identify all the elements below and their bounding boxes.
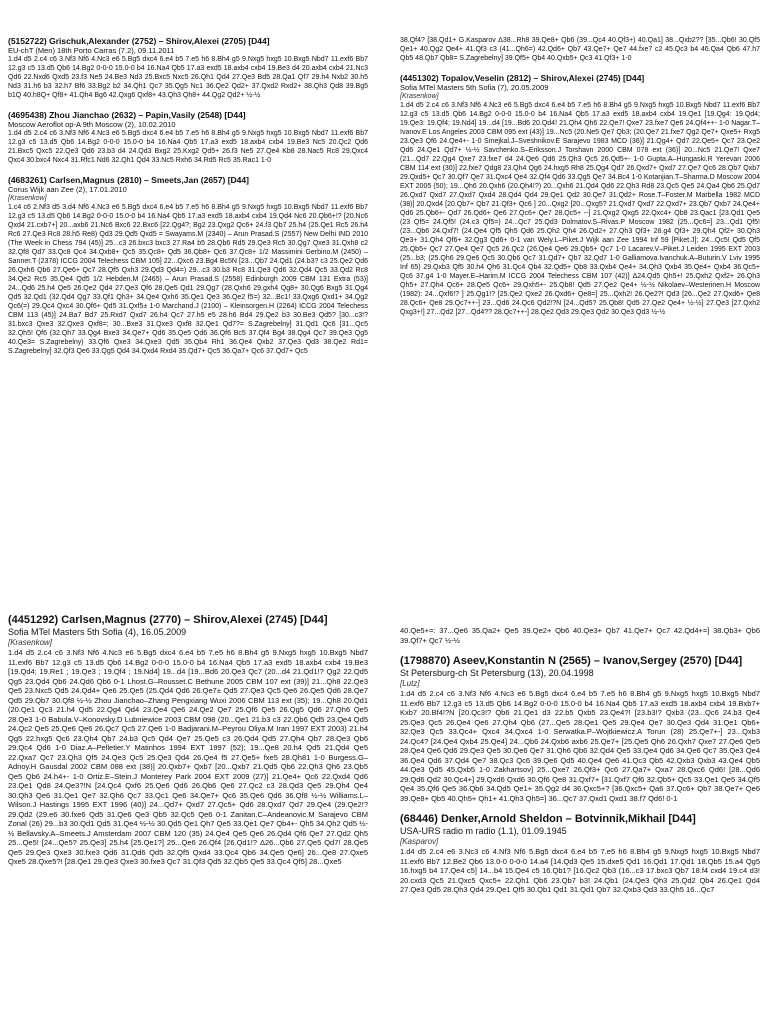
game-moves: 1.d4 d5 2.c4 c6 3.Nf3 Nf6 4.Nc3 e6 5.Bg5 dxc4 6.e4 b5 7.e5 h6 8.Bh4 g5 9.Nxg5 hxg5 10.Bxg5 Nbd7 11.exf6 Bb7 12.g3 c5 13.d5 Qb6 14.Bg2 0-0-0 15.0-0 b4 16.Na4 Qb5 17.a3 exd5 18.axb4 cxb4 19.Qe1 [19.Qg4: 19.Qd4; 19.Qe3: 19.Qf4; 19.Nd4] 19...d4 [19...Bd6 20.Qd4! 21.Qh4 Qh6 22.Qe7! Qxe7 23.fxe7 Qe6 24.Qf4++- 1-0 Nagar.T–Ivanov.E Los Angeles 2003 CBM 095 ext (43)] 19...Nc5 (20.Ne5 Qe7 Qb3; (20.Qe7 21.fxe7 Qg2 Qe7+ Qxe5+ Rxg5 23.Qe3 Qf6 24.Qe4+- 1-0 Smejkal.J–Sveshnikov.E Sarajevo 1983 MCD (36)] 21.Qg4+ Qd7 22.Qe5+ Qc7 23.Qe2 Qd6 24.Qe1 Qd7+ ½-½ Savchenko.S–Eriksson.J Torshavn 2000 CBM 078 ext (36)] 20...Nc5 21.Qe7! Qxe7 (21...Qd7 22.Qg4 Qxe7 23.fxe7 d4 24.Qe6 Qd6 25.Qh3 Qc5 26.Qd5+- 1-0 Gupta.A–Hungaski.R Yerevan 2006 CBM 114 ext (30)] 22.fxe7 Qdg8 23.Qh4 Qg6 24.hxg5 Rh8 25.Qg4 Qd7 26.Qxd7+ Qxd7 27.Qe7 Qc6 28.Qb7 Qxb7 29.Qxd5+ Qc7 30.Qf7 Qe7 31.Qxc4 Qe4 32.Qf4 Qd6 33.Qg5 Qe7 34.Bc4 1-0 Kotanjian.T–Sharma.D Moscow 2004 EXT 2005 (50); 19...Qh6 20.Qxh6 (20.Qh4!?) 20...Qxh6 21.Qd4 Qd6 22.Qh3 Rd8 23.Qc5 Qe5 24.Qa4 Qb6 25.Qd7 26.Qxd7 Qxd7 27.Qxd7 Qxd4 28.Qd4 Qd4 29.Qe1 Qd2 30.Qe7 31.Qd2+ Rose.T–Foster.M Marbella 1982 MCD (38)] 20.Qxd4 [20.Qb7+ Qb7 21.Qf3+ Qc6 ] 20...Qxg2 [20...Qxg5? 21.Qxd7 Qxd7 22.Qxd7+ 23.Qb7 Qxb7 24.Qe4+ Qd6 25.Qb6+- Qd7 26.Qd6+ Qe6 27.Qc6+ Qe7 28.Qc5+ --] 21.Qxg2 Qxg5 22.Qxc4+ Qb8 23.Qac1 [23.Qd1 Qe5 (23 Qf5= 24.Qf5! (24.c3 Qf5=) 24...Qc7 25.Qd3 Dolmatov.S–Rivas.P Moscow 1982 (25...Qc6=] 23...Qd1 Qf5! (23...Qb6 24.Qxf7! (24.Qe4 Qf5 Qh5 Qd6 25.Qh2 Qh4 26.Qd2+ 27.Qh3 Qf3+ 28.g4 Qf3+ 29.Qh4 Qf2+ 30.Qh3 Qe3+ 31.Qh4 Qf6+ 32.Qg3 Qd6+ 0-1 van Wely.L–Piket.J Wijk aan Zee 1994 Inf 59 [Piket.J]; 24...Qc5! Qd5 Qf5 25.Qb5+ Qc7 27.Qe4 Qe7 Qc5 26.Qc2 (26.Qe4 Qe6 29.Qb5+ Qc7 1-0 Lacarev.V–Piket.J Leiden 1995 EXT 2003 (25...b3; (25.Qh6 29.Qe6 Qc5 30.Qb6 Qc7 31.Qd7+ Qb7 32.Qd7 1-0 Galliamova.Ivanchuk.A–Buturin.V Lviv 1995 Inf 65) 29.Qxb3 Qf5 30.h4 Qh6 31.Qc4 Qb4 32.Qd5+ Qb8 33.Qxb4 Qe4+ 34.Qh3 Qxb4 35.Qe4+ Qxb4 36.Qc5+ Qc6 37.g4 1-0 Mayer.E–Harim.M ICCG 2004 Telechess CBM 107 (42)] Δ24.Qd5 Qh5+! 25.Qxh2 Qxf2+ 26.Qh3 Qh5+ 27.Qh4 Qc6+ 28.Qe5 Qc6+ 29.Qxh5+- 25.Qb8! Qd5 27.Qe2 Qe4+ ½-½ Nikolaev–Westerinen.H Moscow (1982): 24...Qxf6!? ] 25.Qg1!? [25.Qe2 Qxe2 26.Qxd6+ Qe8=] 25...Qxh2! 26.Qe2?! Qd3 [26...Qe2 27.Qxd6+ Qe8 28.Qc6+ Qe8 29.Qc7++-] 23...Qd6 24.Qc6 Qd2!?N [24...Qd5? 25.Qb8! Qd5 27.Qe2 Qe4+ ½-½] 27.Qe3 [27.Qxh2 Qxg3+!] 27...Qd2 [27...Qd4?? 28.Qc7++-] 28.Qe2 Qd3 29.Qe3 Qd2 30.Qe3 Qd3 ½-½ [400, 102, 760, 316]
game-event: St Petersburg-ch St Petersburg (13), 20.04.1998 [400, 668, 594, 678]
game-moves: 1.c4 c6 2.Nf3 d5 3.d4 Nf6 4.Nc3 e6 5.Bg5 dxc4 6.e4 b5 7.e5 h6 8.Bh4 g5 9.Nxg5 hxg5 10.Bxg5 Nbd7 11.exf6 Bb7 12.g3 c5 13.d5 Qb6 14.Bg2 0-0-0 15.0-0 b4 16.Na4 Qb5 17.a3 exd5 18.axb4 cxb4 19.Qd4 Nc6 20.Qb6+!? [20.Nc6 Qxd4 21.cxb7+] 20...axb6 21.Nc6 Bxc6 22.Bxc6 [22.Qg4?; Bg2 23.Qxg2 Qc6+ 24.f3 Qb7 25.h4 (25.Qe1 Rc5 26.h4 Rc6 27.Qe3 Rc8 28.h5 Re8) Qd3 29.Qd5 Qxd5 = Swayams.M (2340) – Arun Prasad.S (2557) New Delhi IND 2010 (The Week in Chess 794 (45)] 25...c3 26.bxc3 bxc3 27.Ra4 b5 28.Qb6 Rd5 29.Qe3 Rc5 30.Qg7 Qxe3 31.Qxh8 c2 32.Qf8 Qd7 33.Qc8 Qc4 34.Qxb8+ Qc5 35.Qc8+ Qd5 36.Qb8+ Qc6 37.Qc8+ 1/2 Massimini Gerbino.M (2450) – Sanner.T (2378) ICCG 2004 Telechess CBM 105] 22...Qxc6 23.Bg4 Bc5N [23...Qb7 24.Qd1 (24.b3? c3 25.Qe2 Qd6 26.Qxh6 Qb6 27.Qe6+ Qc7 28.Qf5 Qxh3 29.Qd3 Qd4=) 29...c3 30.b3 Rc8 31.Qe3 Qd6 32.Qd4 Qc5 33.Qd2 Rc8 34.Qe2 Rc5 35.Qe4 Qd5 1/2 Hebden.M (2465) – Arun Prasad.S (2558) Edinburgh 2009 CBM 131 Extra (53)] 24...Qd6 25.h4 Qe5 26.Qe2 Qd4 27.Qe3 Qf6 28.Qe5 Qd1 29.Qg7 (28.Qxh6 29.gxh4 Qg8+ 30.Qg6 Bxg5 31.Qg4 Qd5 32.Qd1 (32.Qd4 Qg7 33.Qf1 Qh3+ 34.Qe4 Qxh6 35.Qe1 Qe3 36.Qe2 f5=) 32...Bc1! 33.Qxg6 Qxd1+ 34.Qg2 Qc6(=) 29.Qc4 Qxc4 30.Qf6+ Qd5 31.Qxf5± 1-0 Marchand.J (2100) – Kleinsorgen.H (2264) ICCG 2004 Telechess CBM 113 (45)] 24.Ba7 Bd7 25.Rxd7 Qxd7 26.h4 Qc7 27.h5 e5 28.h6 Bd4 29.Qe2 b3 30.Be3 Qd5? [30...c3!? 31.bxc3 Qxe3 32.Qxe3 Qxf8=; 30...Bxe3 31.Qxe3 Qxf8 32.Qe1 Qd7?= S.Zagrebelny] 31.Qd1 Qc6 [31...Qc5 32.Qh5! Qf6 (32.Qh7 33.Qg4 Bxe3 34.Qe7+ Qd6 35.Qe5 Qd6 36.Qf6 Bc5 37.Qf4 Bg4 38.Qg4 Qc7 39.Qe3 Qg5 40.Qe3= S.Zagrebelny) 33.Qf6 Qxe3 34.Qxe3 Qd5 35.Qb4 Rh1 36.Qe4 Qxb2 37.Qe3 Qd3 38.Qe2 Rd1= S.Zagrebelny] 32.Qf3 Qe6 33.Qg5 Qd4 34.Qxd4 Rxd4 35.Qd7+ Qc5 36.Qa7+ Qc6 37.Qd7+ Qc5 [8, 204, 368, 355]
game-moves: 1.d4 d5 2.c4 c6 3.Nf3 Nf6 4.Nc3 e6 5.Bg5 dxc4 6.e4 b5 7.e5 h6 8.Bh4 g5 9.Nxg5 hxg5 10.Bxg5 Nbd7 11.exf6 Bb7 12.g3 c5 13.d5 Qb6 14.Bg2 0-0-0 15.0-0 b4 16.Na4 Qb5 17.a3 exd5 18.axb4 cxb4 19.Bxb7+ Kxb7 20.Bf4!?N [20.Qc3!? Qb6 21.Qe1 d3 22.b5 Qxb5 23.Qe4?! [23.b3!? Qxb3 (23...Qc6 24.b3 Qe4 25.Qe3 Qc5 26.Qe4 Qe6 27.Qh4 Qb6 (27...Qe5 28.Qe1 Qe5 29.Qe4 Qe7 30.Qe3 Qd4 31.Qe1 Qb6+ 32.Qe3 Qc5 33.Qc4+ Qxc4 34.Qxc4 1-0 Serwatka.P–Wojtkiewicz.A Torun (28) 25.Qe7+-] 23...Qxb3 24.Qc4? [24.Qe4 Qxb4 25.Qe4] 24...Qb6 24.Qxb6 axb6 25.Qe7+ [25.Qe5 Qh6 26.Qxh7 Qxe7 27.Qe6 Qe5 28.Qe4 Qe6 Qd6 29.Qe3 Qe5 30.Qe6 Qe7 31.Qh6 Qb6 32.Qd4 Qe5 33.Qe4 Qd6 34.Qe6 Qc7 35.Qe3 Qe4 36.Qe4 Qd6 37.Qd4 Qe7 38.Qc3 Qc6 39.Qe6 Qd5 40.Qe4 Qe6 41.Qc3 Qb5 42.Qxb3 Qxb3 43.Qe4 Qb5 44.Qe3 Qd5 45.Qxb5 1-0 Zakhartsov] 25...Qxe7 26.Qf3+ Qc6 27.Qa7+ Qxa7 28.Qxc6 Qd6! [28...Qd6 29.Qd6 Qd2 30.Qc4+] 29.Qxd6 Qxd6 30.Qf6 Qe8 31.Qxf7+ [31.Qxf7 Qf6 32.Qb5+ Qc5 33.Qe1 Qe5 34.Qf5 Qe4 35.Qf6 Qe5 36.Qb6 34.Qd5 Qe1+ 35.Qg2 d4 36.Qxc5+? [36.Qxc5+ Qa6 37.Qc6+ Qb7 38.Qe7+ Qe6 39.Qe8+ Qb5 40.Qh5+ Qh1+ 41.Qh3 Qh5=] 36...Qc7 37.Qxd1 Qxd1 38.f7 Qd6! 0-1 [400, 689, 760, 803]
game-header: (4451292) Carlsen,Magnus (2770) – Shirov,Alexei (2745) [D44] [8, 614, 328, 626]
game-header: (4451302) Topalov,Veselin (2812) – Shirov,Alexei (2745) [D44] [400, 73, 645, 83]
game-annotator: [Krasenkow] [8, 195, 47, 202]
page-divider [0, 606, 768, 607]
game-header: (68446) Denker,Arnold Sheldon – Botvinnik,Mikhail [D44] [400, 813, 696, 825]
game-event: EU-chT (Men) 18th Porto Carras (7.2), 09.11.2011 [8, 46, 175, 55]
game-entry [400, 813, 760, 895]
game-entry-continued [400, 626, 760, 645]
game-header: (4683261) Carlsen,Magnus (2810) – Smeets,Jan (2657) [D44] [8, 175, 249, 185]
game-moves: 38.Qf4? [38.Qd1+ G.Kasparov Δ38...Rh8 39.Qe8+ Qb6 (39...Qc4 40.Qf3+) 40.Qa1] 38...Qxb2?? [35...Qb6! 30.Qf5 Qe1+ 40.Qg2 Qe4+ 41.Qf3 c3 (41...Qh6=) 42.Qd6+ Qb7 43.Qe7+ Qe7 44.fxe7 c2 45.Qc3 b4 46.Qa4 Qb6 47.h7 Qb5 48.Qb7 Qb8= S.Zagrebelny] 39.Qf5+ Qb4 40.Qxb5+ Qc3 41.Qf3+ 1-0 [400, 37, 760, 62]
game-annotator: [Lutz] [400, 679, 420, 688]
game-header: (5152722) Grischuk,Alexander (2752) – Shirov,Alexei (2705) [D44] [8, 36, 270, 46]
game-event: Sofia MTel Masters 5th Sofia (7), 20.05.2009 [400, 83, 549, 92]
game-header: (1798870) Aseev,Konstantin N (2565) – Ivanov,Sergey (2570) [D44] [400, 655, 743, 667]
column-top-right [400, 36, 760, 604]
game-annotator: [Kasparov] [400, 837, 439, 846]
game-entry [8, 614, 368, 867]
game-header: (4695438) Zhou Jianchao (2632) – Papin,Vasily (2548) [D44] [8, 110, 246, 120]
game-event: Moscow Aeroflot op-A 9th Moscow (2), 10.02.2010 [8, 120, 176, 129]
game-entry [8, 110, 368, 165]
game-event: Sofia MTel Masters 5th Sofia (4), 16.05.2009 [8, 627, 187, 637]
game-annotator: [Krasenkow] [400, 93, 439, 100]
game-event: USA-URS radio m radio (1.1), 01.09.1945 [400, 826, 567, 836]
game-entry [400, 655, 760, 803]
game-entry-continued [400, 36, 760, 63]
column-bottom-right [400, 626, 760, 1019]
game-moves: 40.Qe5+=: 37...Qe6 35.Qa2+ Qe5 39.Qe2+ Qb6 40.Qe3+ Qb7 41.Qe7+ Qc7 42.Qd4+=] 38.Qb3+ Qb6 39.Qf7+ Qc7 ½-½ [400, 626, 760, 645]
game-moves: 1.d4 d5 2.c4 c6 3.Nf3 Nf6 4.Nc3 e6 5.Bg5 dxc4 6.e4 b5 7.e5 h6 8.Bh4 g5 9.Nxg5 hxg5 10.Bxg5 Nbd7 11.exf6 Bb7 12.g3 c5 13.d5 Qb6 14.Bg2 0-0-0 15.0-0 b4 16.Na4 Qb5 17.a3 exd5 18.axb4 cxb4 19.Be3 d4 20.axb4 cxb4 21.Nc3 Qd6 22.Nxd6 Qxd5 23.f3 Ne5 24.Be3 Nd3 25.Bxc5 Nxc5 26.Qh1 Qd4 27.Qe3 Bd5 28.Qa1 Qf7 29.h4 Nxb2 30.h5 Nd3 31.h6 b3 32.h7 Bf6 33.Bg2 b2 34.Qh1 Qc7 35.Qg5 Nc1 36.Qe2 Qd2+ 37.Qxd2 Rxd2+ 38.Qh3 Qd8 39.Bg5 b1Q 40.h8Q+ Qf8+ 41.Qh4 Bg6 42.Qxg6 Qxf8+ 43.Qh3 Qh8+ 44.Qg2 Qd2+ ½-½ [8, 56, 368, 99]
game-entry [8, 175, 368, 356]
game-moves: 1.d4 d5 2.c4 c6 3.Nf3 Nf6 4.Nc3 e6 5.Bg5 dxc4 6.e4 b5 7.e5 h6 8.Bh4 g5 9.Nxg5 hxg5 10.Bxg5 Nbd7 11.exf6 Bb7 12.g3 c5 13.d5 Qb6 14.Bg2 0-0-0 15.0-0 b4 16.Na4 Qb5 17.a3 exd5 18.axb4 cxb4 19.Be3 Nc5 20.Qc2 Qd6 21.Bxc5 Qxc5 22.Qe3 Qd6 23.b3 d4 24.Qd3 Bxg2 25.Kxg2 Qd5+ 26.f3 Ne5 27.Qe4 Kb8 28.Nac5 Rc8 29.Qxc4 Qxc4 30.bxc4 Nxc4 31.Rfc1 Nd6 32.Qh1 Qd4 33.Nc5 Rxh6 34.Rd5 Rc5 35.Rac1 1-0 [8, 130, 368, 164]
game-entry [8, 36, 368, 100]
game-entry [400, 73, 760, 317]
column-top-left [8, 36, 368, 604]
game-annotator: [Krasenkow] [8, 638, 53, 647]
game-event: Corus Wijk aan Zee (2), 17.01.2010 [8, 185, 127, 194]
game-moves: 1.d4 d5 2.c4 e6 3.Nc3 c6 4.Nf3 Nf6 5.Bg5 dxc4 6.e4 b5 7.e5 h6 8.Bh4 g5 9.Nxg5 hxg5 10.Bxg5 Nbd7 11.exf6 Bb7 12.Be2 Qb6 13.0-0 0-0-0 14.a4 [14.Qd3 Qe5 15.dxe5 Qd1 16.Qd1 17.Qd1 18.Qb5 15.a4 Qg5 16.hxg5 b4 17.Qe4 c5] 14...b4 15.Qe4 c5 16.Qb1? [16.Qc2 Qb3 (16...c3 17.bxc3 Qb7 18.f4 cxd4 19.c4 d3! 20.cxd3 Qc5 21.Qxc5 Qxc5+ 22.Qh1 Qb6 23.Qb7 b3! 24.Qb1 (24.Qe3 Qh3 25.Qd2 Qb4 26.Qe1 Qd4 27.Qe3 Qd5 28.Qh3 Qd4 29.Qe1 Qf5 30.Qb1 Qd1 31.Qd1 Qb7 32.Qxb3 Qd3 33.Qh5 16...Qc7 [400, 847, 760, 894]
game-moves: 1.d4 d5 2.c4 c6 3.Nf3 Nf6 4.Nc3 e6 5.Bg5 dxc4 6.e4 b5 7.e5 h6 8.Bh4 g5 9.Nxg5 hxg5 10.Bxg5 Nbd7 11.exf6 Bb7 12.g3 c5 13.d5 Qb6 14.Bg2 0-0-0 15.0-0 b4 16.Na4 Qb5 17.a3 exd5 18.axb4 cxb4 19.Be3 [19.Qd4; 19.Re1 ; 19.Qe3 ; 19.Qf4 ; 19.Nd4] 19...d4 [19...Bd6 20.Qe3 Qc7 (20...d4 21.Qd1!? Qg2 22.Qd5 Qg5 23.Qd4 Qb6 24.Qd6 Qb6 0-1 Lhost.G–Rousset.C Bethune 2005 CBM 107 ext (39)] 21...Qh8 22.Qe3 Qe5 23.Nxc5 Qd5 24.Qd4+ Qe6 25.Qe5 (25.Qd4 Qd6 26.Qe7± Qd5 27.Qe3 Qc5 Qe6 26.Qe5 Qd6 28.Qe7 Qd5 29.Qb7 30.Qf8 ½-½ Zhou Jianchao–Zhang Pengxiang Wuxi 2006 CBM 113 ext (35); 19...Qh8 20.Qd1 (20.Qe1 Qc3 21.h4 Qd5 22.Qg4 Qd4 23.Qe4 Qe6 24.Qe2 Qe7 25.Qf6 Qe5 26.Qg5 Qd6 27.Qh6 Qe5 28.Qe3 1-0 Babula.V–Konovsky.D Lubniewice 2003 CBM 098 (20...Qe1 21.b3 c3 22.Qb6 Qd5 23.Qe4 Qd5 24.Qc2 Qe5 25.Qe6 Qe6 26.Qc7 Qc5 27.Qe6 1-0 Badjarani.M–Peyrou Oliya.M Iran 1997 EXT 2003) 21.h4 Qg5 22.hxg5 Qc6 23.Qh4 Qb7 24.b3 Qc5 Qd4 Qe7 25.Qe5 c3 26.Qd4 Qd5 27.Qh4 Qb7 28.Qe3 Qb6 29.Qc4 Qd6 1-0 Diaz.A–Pelletier.Y Matinhos 1994 EXT 1997 (52); 19...Qe8 20.h4 Qd5 21.Qd4 Qe5 22.Qxa7 Qc7 23.Qh3 Qf5 24.Qe3 Qc5 25.Qe3 Qd4 26.Qe4 f5 27.Qe5+ fxe5 28.Qh81 1-0 Burgess.G–Adnoy.H Gausdal 2002 CBM 088 ext (38)] 20.Qxb7+ Qxb7 [20...Qxb7 21.Qd5 Qb6 22.Qh3 Qh6 23.Qb5 Qe5 Qb6 24.h4+- 1-0 Ortiz.E–Stein.J Monterey Park 2004 EXT 2009 (27)] 21.Qe4+ Qc6 22.Qxd4 Qd6 23.Qe1 Qd8 24.Qe3?!N [24.Qc4 Qxf6 25.Qe6 Qd6 26.Qb6 Qe6 27.Qc2 c3 28.Qd3 Qe5 29.Qh4 Qe4 30.Qh3 Qe6 31.Qe1 Qe7 32.Qh6 Qc7 33.Qc1 Qe6 34.Qe7+ Qc6 35.Qe6 Qd6 36.Qf8 ½-½ Williams.L–Wilson.J Hastings 1995 EXT 1996 (40)] 24...Qd7+ Qxd7 27.Qc5+ Qd6 28.Qxd7 Qd7 29.Qe4 (29.Qe2!? 29.Qd2 (29.e6 30.fxe6 Qd5 31.Qe6 Qe3 Qb5 32.Qc5 Qe6 0-1 Zanitan.C–Andeanovic.M Sarajevo CBM Zonal (26) 29...b3 30.Qd1 Qd5 31.Qe4 ½-½ 30.Qd5 Qe1 Qh7 Qe5 33.Qe1 Qe7 Qb4+- Qh5 34.Qh2 Qd5 ½-½ Bellavsky.A–Smeets.J Amsterdam 2007 CBM 120 (35) 24.Qe4 Qe5 Qe6 26.Qd4 Qf6 Qe7 27.Qd2 Qh5 25...Qe5! [24...Qe5? 25.Qe3] 25.h4 [25.Qe1?] 25...Qe6 26.Qf4 [26.Qd1!? Δ26...Qb6 27.Qe5 Qd7! 28.Qe5 Qe5 29.Qe3 Qxe3 30.fxe3 Qd6 31.Qd6 Qd5 32.Qf5 Qxd4 33.Qc4 Qb6 34.Qe5 Qe6] 26...Qe8 27.Qxe5 Qxe5 28.Qxe5?! [28.Qe1 29.Qe3 Qxe3 30.fxe3 Qc7 31.Qf3 Qd5 32.Qb5 Qe5 33.Qc4 Qf5] 28...Qxe5 [8, 648, 368, 866]
column-bottom-left [8, 614, 368, 1019]
